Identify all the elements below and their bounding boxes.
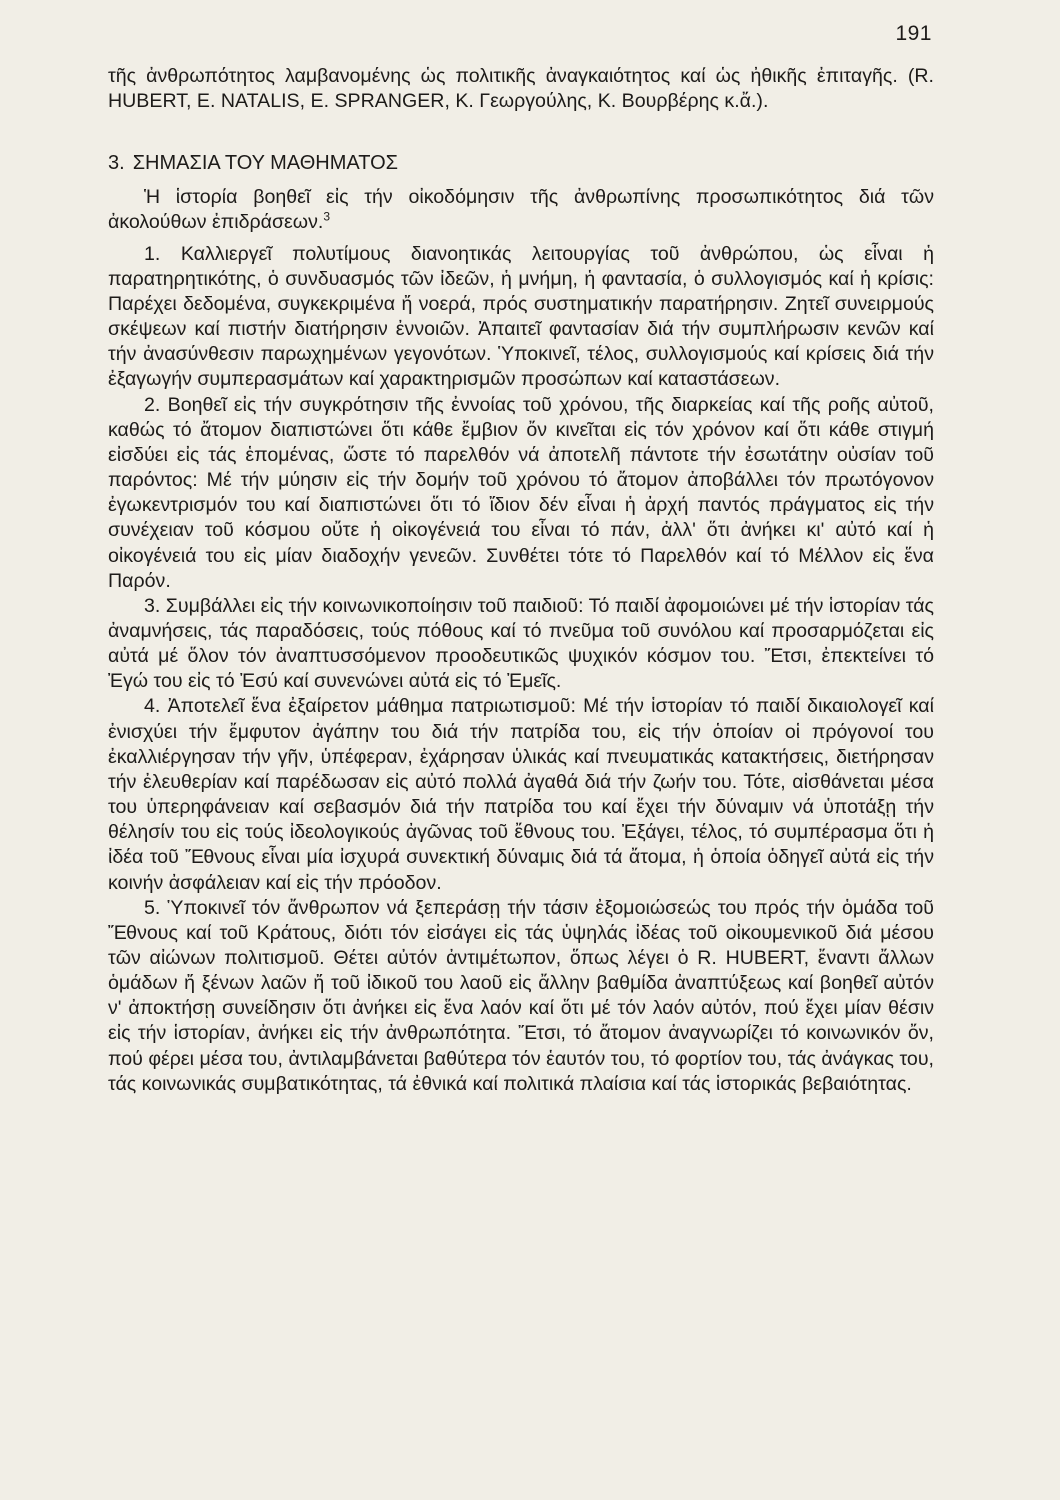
paragraph-number: 4.	[144, 695, 161, 718]
numbered-paragraph-1	[108, 242, 934, 393]
paragraph-text: Ὑποκινεῖ τόν ἄνθρωπον νά ξεπεράσῃ τήν τάσιν ἐξομοιώσεώς του πρός τήν ὁμάδα τοῦ Ἔθνους καί τοῦ Κράτους, διότι τόν εἰσάγει εἰς τάς ὑψηλάς ἰδέας τοῦ οἰκουμενικοῦ διά μέσου τῶν αἰώνων πολιτισμοῦ. Θέτει αὐτόν ἀντιμέτωπον, ὅπως λέγει ὁ R. HUBERT, ἔναντι ἄλλων ὁμάδων ἤ ξένων λαῶν ἤ τοῦ ἰδικοῦ του λαοῦ εἰς ἄλλην βαθμίδα ἀναπτύξεως καί βοηθεῖ αὐτόν ν' ἀποκτήσῃ συνείδησιν ὅτι ἀνήκει εἰς ἕνα λαόν καί ὅτι μέ τόν λαόν αὐτόν, πού ἔχει μίαν θέσιν εἰς τήν ἱστορίαν, ἀνήκει εἰς τήν ἀνθρωπότητα. Ἔτσι, τό ἄτομον ἀναγνωρίζει τό κοινωνικόν ὄν, πού φέρει μέσα του, ἀντιλαμβάνεται βαθύτερα τόν ἑαυτόν του, τό φορτίον του, τάς ἀνάγκας του, τάς κοινωνικάς συμβατικότητας, τά ἐθνικά καί πολιτικά πλαίσια καί τάς ἱστορικάς βεβαιότητας.	[108, 896, 934, 1095]
page-number: 191	[895, 22, 932, 45]
footnote-reference: 3	[323, 209, 330, 224]
body-text	[108, 64, 934, 1097]
numbered-paragraph-3	[108, 594, 934, 695]
paragraph-number: 2.	[144, 393, 161, 416]
paragraph-number: 1.	[144, 242, 161, 265]
paragraph-number: 3.	[144, 594, 161, 617]
numbered-paragraph-5	[108, 896, 934, 1097]
continuation-paragraph: τῆς ἀνθρωπότητος λαμβανομένης ὡς πολιτικῆς ἀναγκαιότητος καί ὡς ἠθικῆς ἐπιταγῆς. (R. HUBERT, E. NATALIS, E. SPRANGER, K. Γεωργούλης, K. Βουρβέρης κ.ἄ.).	[108, 65, 934, 113]
section-number: 3.	[108, 152, 125, 175]
section-intro-text: Ἡ ἱστορία βοηθεῖ εἰς τήν οἰκοδόμησιν τῆς ἀνθρωπίνης προσωπικότητος διά τῶν ἀκολούθων ἐπιδράσεων.	[108, 186, 934, 234]
section-intro	[108, 185, 934, 235]
paragraph-text: Καλλιεργεῖ πολυτίμους διανοητικάς λειτουργίας τοῦ ἀνθρώπου, ὡς εἶναι ἡ παρατηρητικότης, ὁ συνδυασμός τῶν ἰδεῶν, ἡ μνήμη, ἡ φαντασία, ὁ συλλογισμός καί ἡ κρίσις: Παρέχει δεδομένα, συγκεκριμένα ἤ νοερά, πρός συστηματικήν παρατήρησιν. Ζητεῖ συνειρμούς σκέψεων καί πιστήν διατήρησιν ἐννοιῶν. Ἀπαιτεῖ φαντασίαν διά τήν συμπλήρωσιν κενῶν καί τήν ἀνασύνθεσιν παρωχημένων γεγονότων. Ὑποκινεῖ, τέλος, συλλογισμούς καί κρίσεις διά τήν ἐξαγωγήν συμπερασμάτων καί χαρακτηρισμῶν προσώπων καί καταστάσεων.	[108, 242, 934, 391]
paragraph-text: Βοηθεῖ εἰς τήν συγκρότησιν τῆς ἐννοίας τοῦ χρόνου, τῆς διαρκείας καί τῆς ροῆς αὐτοῦ, καθώς τό ἄτομον διαπιστώνει ὅτι κάθε ἔμβιον ὄν κινεῖται εἰς τόν χρόνον καί ὅτι κάθε στιγμή εἰσδύει εἰς τάς ἑπομένας, ὥστε τό παρελθόν νά ἀποτελῆ πάντοτε τήν ἐσωτάτην οὐσίαν τοῦ παρόντος: Μέ τήν μύησιν εἰς τήν δομήν τοῦ χρόνου τό ἄτομον ἀποβάλλει τόν πρωτόγονον ἐγωκεντρισμόν του καί διαπιστώνει ὅτι τό ἴδιον δέν εἶναι ἡ ἀρχή παντός πράγματος εἰς τήν συνέχειαν τοῦ κόσμου οὔτε ἡ οἰκογένειά του εἶναι τό πάν, ἀλλ' ὅτι ἀνήκει κι' αὐτό καί ἡ οἰκογένειά του εἰς μίαν διαδοχήν γενεῶν. Συνθέτει τότε τό Παρελθόν καί τό Μέλλον εἰς ἕνα Παρόν.	[108, 393, 934, 592]
section-title: ΣΗΜΑΣΙΑ ΤΟΥ ΜΑΘΗΜΑΤΟΣ	[132, 152, 399, 175]
paragraph-text: Συμβάλλει εἰς τήν κοινωνικοποίησιν τοῦ παιδιοῦ: Τό παιδί ἀφομοιώνει μέ τήν ἱστορίαν τάς ἀναμνήσεις, τάς παραδόσεις, τούς πόθους καί τό πνεῦμα τοῦ συνόλου καί προσαρμόζεται εἰς αὐτά μέ ὅλον τόν ἀναπτυσσόμενον προοδευτικῶς ψυχικόν κόσμον του. Ἔτσι, ἐπεκτείνει τό Ἐγώ του εἰς τό Ἐσύ καί συνενώνει αὐτά εἰς τό Ἐμεῖς.	[108, 594, 934, 693]
numbered-paragraph-2	[108, 393, 934, 594]
paragraph-text: Ἀποτελεῖ ἕνα ἐξαίρετον μάθημα πατριωτισμοῦ: Μέ τήν ἱστορίαν τό παιδί δικαιολογεῖ καί ἐνισχύει τήν ἔμφυτον ἀγάπην του διά τήν πατρίδα του, εἰς τήν ὁποίαν οἱ πρόγονοί του ἐκαλλιέργησαν τήν γῆν, ὑπέφεραν, ἐχάρησαν ὑλικάς καί πνευματικάς κατακτήσεις, διετήρησαν τήν ἐλευθερίαν καί παρέδωσαν εἰς αὐτό πολλά ἀγαθά διά τήν ζωήν του. Τότε, αἰσθάνεται μέσα του ὑπερηφάνειαν καί σεβασμόν διά τήν πατρίδα του καί ἔχει τήν δύναμιν νά ὑποτάξῃ τήν θέλησίν του εἰς τούς ἰδεολογικούς ἀγῶνας τοῦ ἔθνους του. Ἐξάγει, τέλος, τό συμπέρασμα ὅτι ἡ ἰδέα τοῦ Ἔθνους εἶναι μία ἰσχυρά συνεκτική δύναμις διά τά ἄτομα, ἡ ὁποία ὁδηγεῖ αὐτά εἰς τήν κοινήν ἀσφάλειαν καί εἰς τήν πρόοδον.	[108, 695, 934, 894]
section-heading	[108, 151, 934, 176]
paragraph-number: 5.	[144, 896, 161, 919]
numbered-paragraph-4	[108, 694, 934, 895]
